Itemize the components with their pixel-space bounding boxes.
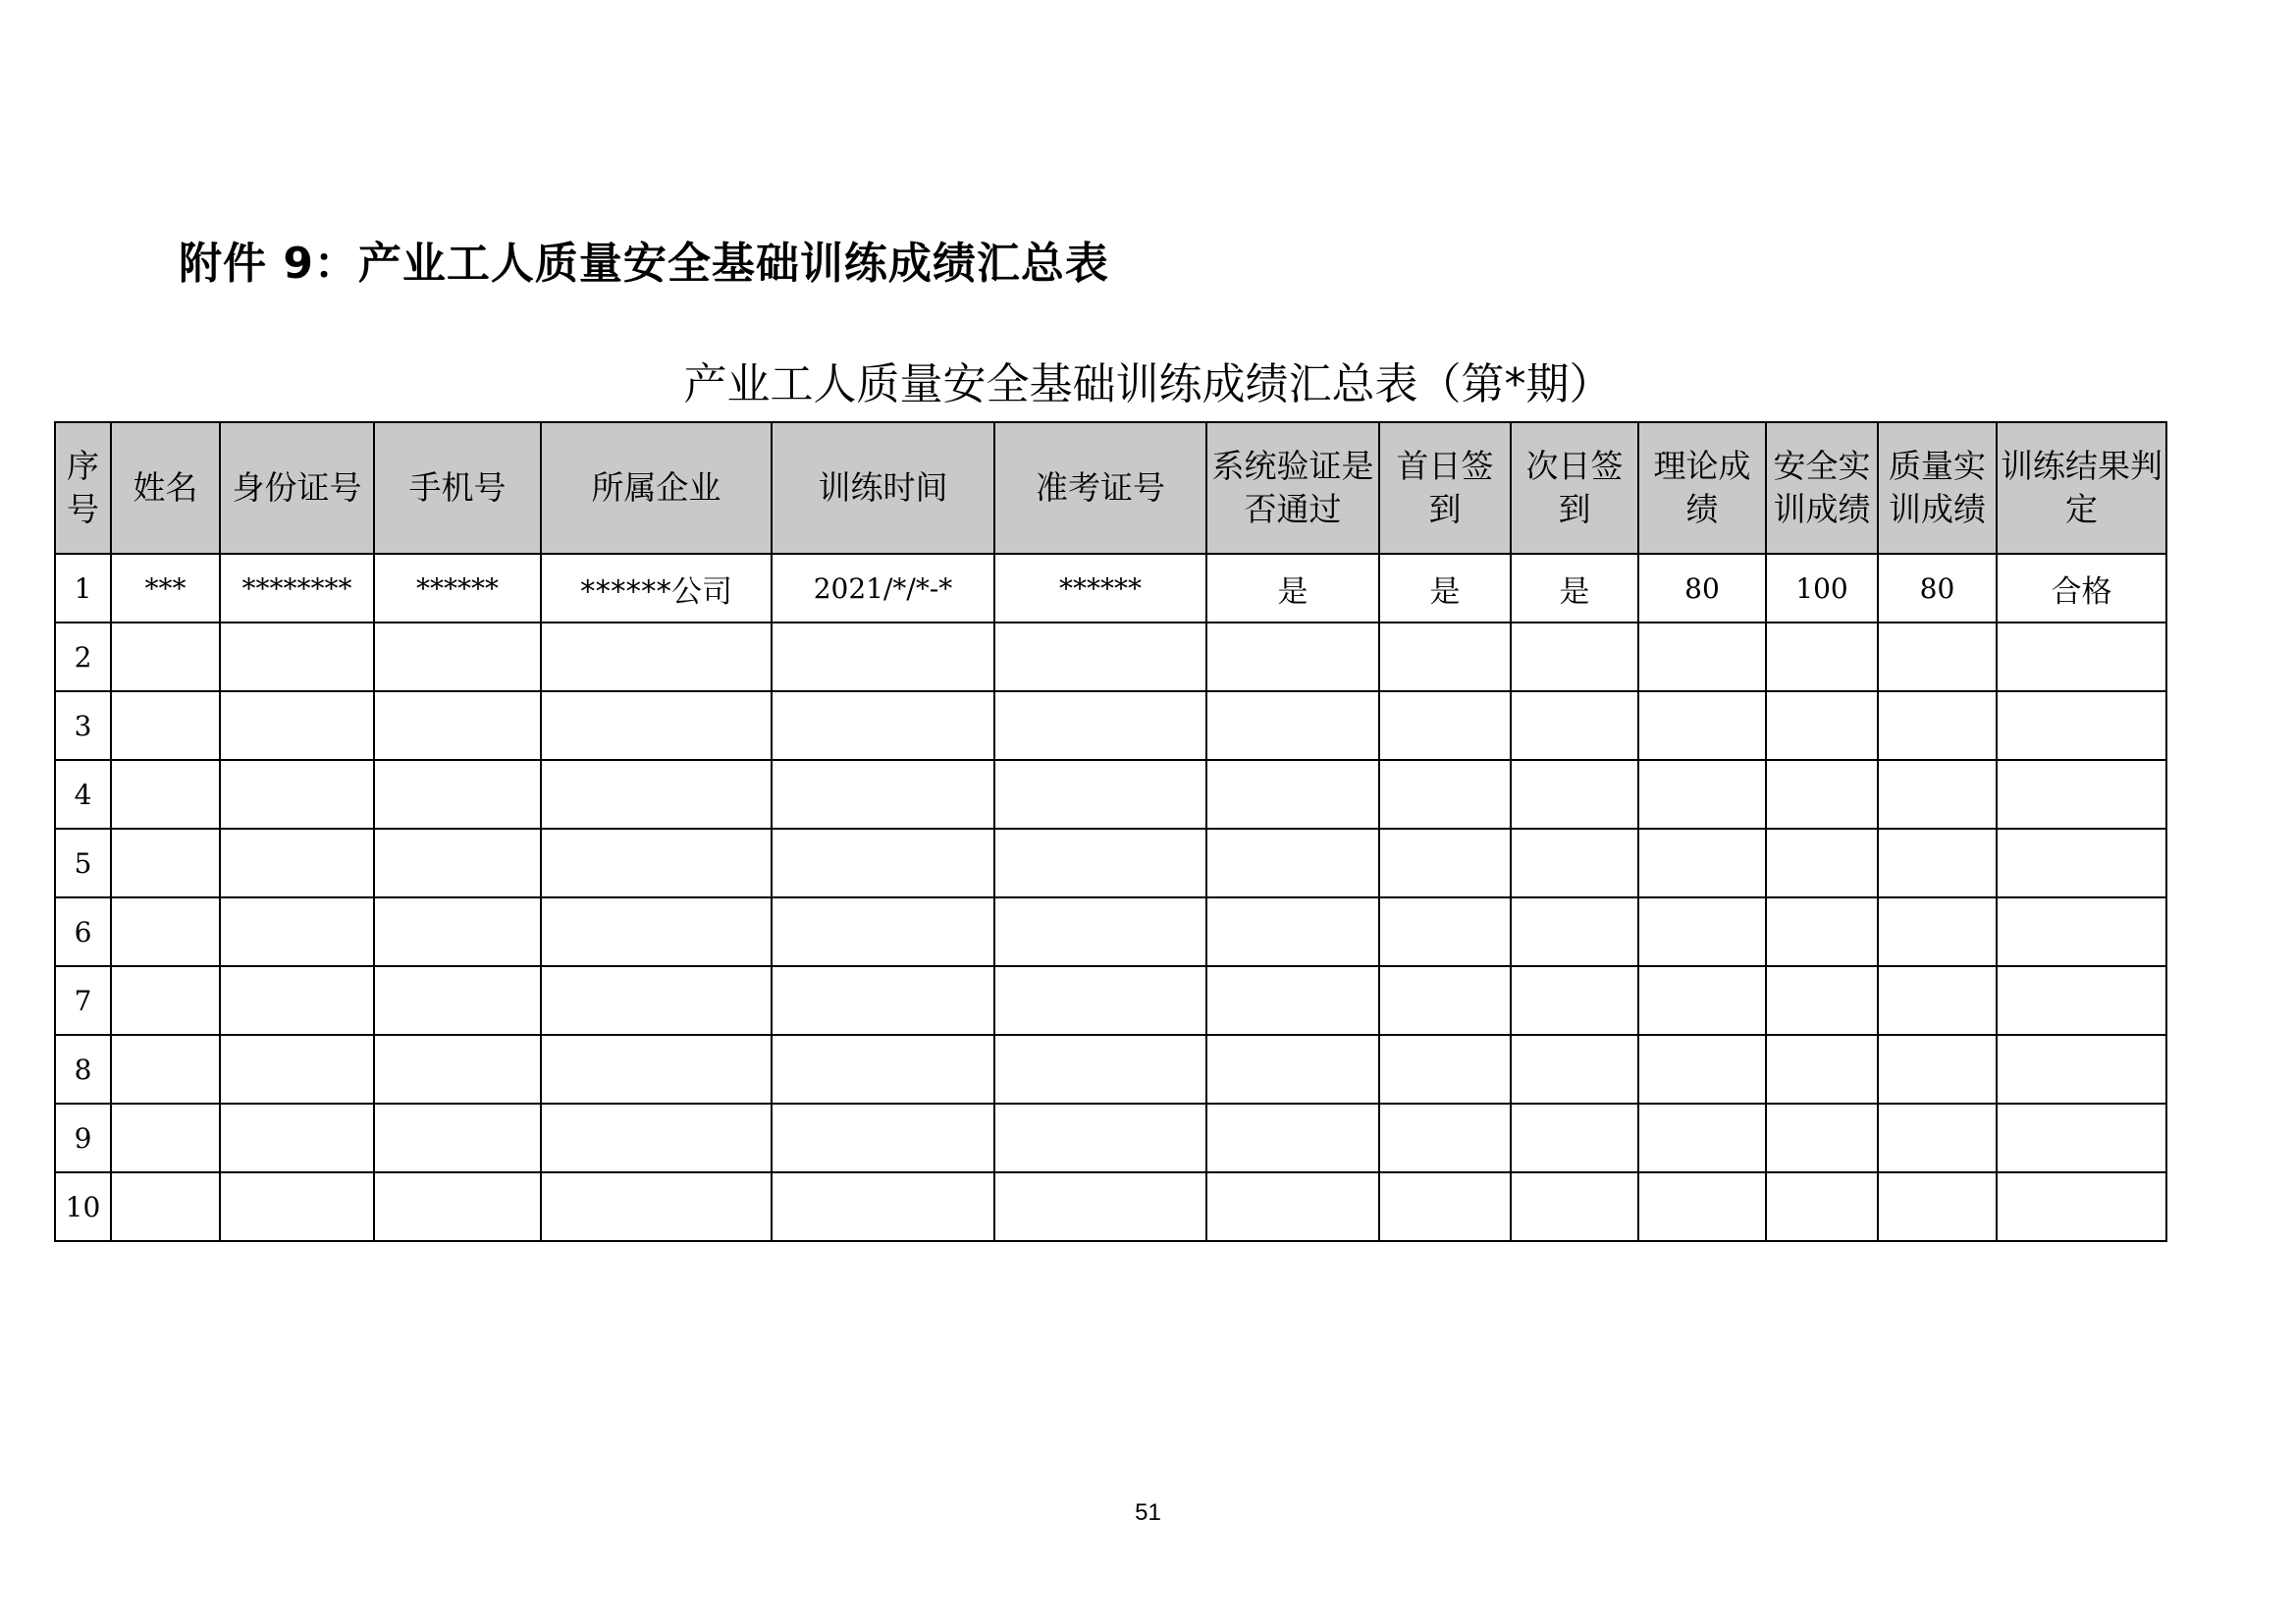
- cell-name: [111, 623, 220, 691]
- cell-exam-no: [994, 829, 1206, 897]
- cell-train-time: [772, 1104, 994, 1172]
- cell-theory: [1638, 623, 1766, 691]
- table-row: [55, 897, 2166, 966]
- cell-day1-sign: [1379, 829, 1511, 897]
- cell-train-time: 2021/*/*-*: [772, 554, 994, 623]
- column-header-theory: 理论成 绩: [1638, 422, 1766, 554]
- cell-quality: [1878, 1172, 1997, 1241]
- column-header-sys-verify: 系统验证是 否通过: [1206, 422, 1379, 554]
- column-header-result: 训练结果判 定: [1997, 422, 2166, 554]
- table-body: [55, 554, 2166, 1241]
- cell-theory: [1638, 760, 1766, 829]
- cell-phone: [374, 623, 541, 691]
- cell-id-no: ********: [220, 554, 374, 623]
- cell-day1-sign: [1379, 1104, 1511, 1172]
- cell-safety: [1766, 897, 1878, 966]
- cell-company: [541, 691, 772, 760]
- cell-name: [111, 897, 220, 966]
- cell-theory: [1638, 1104, 1766, 1172]
- cell-day1-sign: [1379, 897, 1511, 966]
- column-header-seq: 序 号: [55, 422, 111, 554]
- cell-train-time: [772, 829, 994, 897]
- table-row: [55, 1035, 2166, 1104]
- cell-theory: [1638, 691, 1766, 760]
- cell-exam-no: [994, 1035, 1206, 1104]
- cell-day2-sign: [1511, 897, 1638, 966]
- column-header-exam-no: 准考证号: [994, 422, 1206, 554]
- column-header-phone: 手机号: [374, 422, 541, 554]
- cell-safety: [1766, 1035, 1878, 1104]
- cell-quality: [1878, 1104, 1997, 1172]
- cell-day2-sign: 是: [1511, 554, 1638, 623]
- cell-sys-verify: 是: [1206, 554, 1379, 623]
- cell-exam-no: [994, 623, 1206, 691]
- cell-day1-sign: [1379, 1172, 1511, 1241]
- column-header-name: 姓名: [111, 422, 220, 554]
- cell-train-time: [772, 897, 994, 966]
- cell-seq: 2: [55, 623, 111, 691]
- cell-name: [111, 966, 220, 1035]
- cell-exam-no: [994, 760, 1206, 829]
- cell-day2-sign: [1511, 829, 1638, 897]
- cell-result: [1997, 1172, 2166, 1241]
- cell-safety: 100: [1766, 554, 1878, 623]
- cell-company: [541, 829, 772, 897]
- cell-seq: 4: [55, 760, 111, 829]
- cell-quality: [1878, 1035, 1997, 1104]
- cell-train-time: [772, 691, 994, 760]
- cell-theory: [1638, 829, 1766, 897]
- table-row: [55, 760, 2166, 829]
- cell-sys-verify: [1206, 1035, 1379, 1104]
- training-score-summary-table: [54, 421, 2167, 1242]
- cell-safety: [1766, 691, 1878, 760]
- cell-phone: [374, 1104, 541, 1172]
- cell-safety: [1766, 1172, 1878, 1241]
- cell-seq: 10: [55, 1172, 111, 1241]
- cell-theory: [1638, 1172, 1766, 1241]
- cell-day2-sign: [1511, 966, 1638, 1035]
- cell-train-time: [772, 760, 994, 829]
- table-row: [55, 691, 2166, 760]
- cell-safety: [1766, 966, 1878, 1035]
- annex-title: 附件 9：产业工人质量安全基础训练成绩汇总表: [179, 239, 1109, 289]
- cell-safety: [1766, 1104, 1878, 1172]
- cell-train-time: [772, 623, 994, 691]
- table-row: [55, 1104, 2166, 1172]
- cell-safety: [1766, 829, 1878, 897]
- cell-name: [111, 760, 220, 829]
- cell-quality: [1878, 966, 1997, 1035]
- cell-theory: [1638, 897, 1766, 966]
- cell-quality: [1878, 829, 1997, 897]
- cell-quality: [1878, 623, 1997, 691]
- cell-id-no: [220, 623, 374, 691]
- cell-id-no: [220, 966, 374, 1035]
- cell-safety: [1766, 760, 1878, 829]
- cell-day2-sign: [1511, 760, 1638, 829]
- cell-company: [541, 760, 772, 829]
- cell-theory: 80: [1638, 554, 1766, 623]
- cell-name: [111, 1172, 220, 1241]
- cell-day1-sign: [1379, 966, 1511, 1035]
- table-title: 产业工人质量安全基础训练成绩汇总表（第*期）: [683, 359, 1613, 409]
- cell-seq: 8: [55, 1035, 111, 1104]
- cell-seq: 1: [55, 554, 111, 623]
- cell-company: [541, 1035, 772, 1104]
- table-row: [55, 1172, 2166, 1241]
- table-row: [55, 623, 2166, 691]
- column-header-safety: 安全实 训成绩: [1766, 422, 1878, 554]
- cell-day2-sign: [1511, 1104, 1638, 1172]
- cell-company: [541, 897, 772, 966]
- cell-sys-verify: [1206, 897, 1379, 966]
- cell-theory: [1638, 1035, 1766, 1104]
- cell-quality: [1878, 691, 1997, 760]
- cell-seq: 6: [55, 897, 111, 966]
- cell-sys-verify: [1206, 691, 1379, 760]
- cell-day2-sign: [1511, 1172, 1638, 1241]
- cell-company: [541, 1172, 772, 1241]
- cell-day2-sign: [1511, 1035, 1638, 1104]
- cell-company: [541, 1104, 772, 1172]
- cell-quality: [1878, 760, 1997, 829]
- column-header-train-time: 训练时间: [772, 422, 994, 554]
- cell-train-time: [772, 1035, 994, 1104]
- cell-exam-no: [994, 1104, 1206, 1172]
- cell-exam-no: ******: [994, 554, 1206, 623]
- cell-company: [541, 623, 772, 691]
- cell-id-no: [220, 760, 374, 829]
- cell-exam-no: [994, 897, 1206, 966]
- cell-phone: [374, 760, 541, 829]
- cell-name: [111, 691, 220, 760]
- cell-theory: [1638, 966, 1766, 1035]
- cell-seq: 3: [55, 691, 111, 760]
- cell-company: [541, 966, 772, 1035]
- cell-exam-no: [994, 1172, 1206, 1241]
- cell-day1-sign: [1379, 760, 1511, 829]
- cell-result: [1997, 897, 2166, 966]
- cell-name: [111, 1104, 220, 1172]
- column-header-company: 所属企业: [541, 422, 772, 554]
- cell-day1-sign: [1379, 691, 1511, 760]
- cell-phone: [374, 966, 541, 1035]
- table-row: [55, 829, 2166, 897]
- header-row: [55, 422, 2166, 554]
- table-row: [55, 554, 2166, 623]
- cell-result: [1997, 829, 2166, 897]
- cell-id-no: [220, 1035, 374, 1104]
- cell-day1-sign: [1379, 1035, 1511, 1104]
- cell-result: [1997, 1035, 2166, 1104]
- cell-sys-verify: [1206, 966, 1379, 1035]
- cell-seq: 9: [55, 1104, 111, 1172]
- cell-result: [1997, 691, 2166, 760]
- cell-train-time: [772, 966, 994, 1035]
- cell-day2-sign: [1511, 623, 1638, 691]
- cell-id-no: [220, 829, 374, 897]
- cell-day1-sign: [1379, 623, 1511, 691]
- cell-train-time: [772, 1172, 994, 1241]
- cell-seq: 7: [55, 966, 111, 1035]
- cell-id-no: [220, 1172, 374, 1241]
- cell-phone: [374, 829, 541, 897]
- cell-safety: [1766, 623, 1878, 691]
- cell-name: ***: [111, 554, 220, 623]
- cell-sys-verify: [1206, 760, 1379, 829]
- cell-id-no: [220, 691, 374, 760]
- cell-sys-verify: [1206, 829, 1379, 897]
- cell-day1-sign: 是: [1379, 554, 1511, 623]
- cell-quality: 80: [1878, 554, 1997, 623]
- cell-name: [111, 1035, 220, 1104]
- cell-name: [111, 829, 220, 897]
- cell-day2-sign: [1511, 691, 1638, 760]
- page-number: 51: [1135, 1499, 1161, 1526]
- cell-company: ******公司: [541, 554, 772, 623]
- column-header-day2-sign: 次日签 到: [1511, 422, 1638, 554]
- cell-phone: ******: [374, 554, 541, 623]
- cell-phone: [374, 1172, 541, 1241]
- table-row: [55, 966, 2166, 1035]
- column-header-id-no: 身份证号: [220, 422, 374, 554]
- cell-result: [1997, 1104, 2166, 1172]
- cell-seq: 5: [55, 829, 111, 897]
- cell-sys-verify: [1206, 623, 1379, 691]
- cell-result: 合格: [1997, 554, 2166, 623]
- cell-phone: [374, 897, 541, 966]
- cell-id-no: [220, 897, 374, 966]
- cell-exam-no: [994, 966, 1206, 1035]
- cell-result: [1997, 760, 2166, 829]
- column-header-quality: 质量实 训成绩: [1878, 422, 1997, 554]
- cell-exam-no: [994, 691, 1206, 760]
- cell-phone: [374, 691, 541, 760]
- cell-result: [1997, 966, 2166, 1035]
- cell-quality: [1878, 897, 1997, 966]
- cell-sys-verify: [1206, 1104, 1379, 1172]
- cell-sys-verify: [1206, 1172, 1379, 1241]
- cell-result: [1997, 623, 2166, 691]
- cell-phone: [374, 1035, 541, 1104]
- cell-id-no: [220, 1104, 374, 1172]
- column-header-day1-sign: 首日签 到: [1379, 422, 1511, 554]
